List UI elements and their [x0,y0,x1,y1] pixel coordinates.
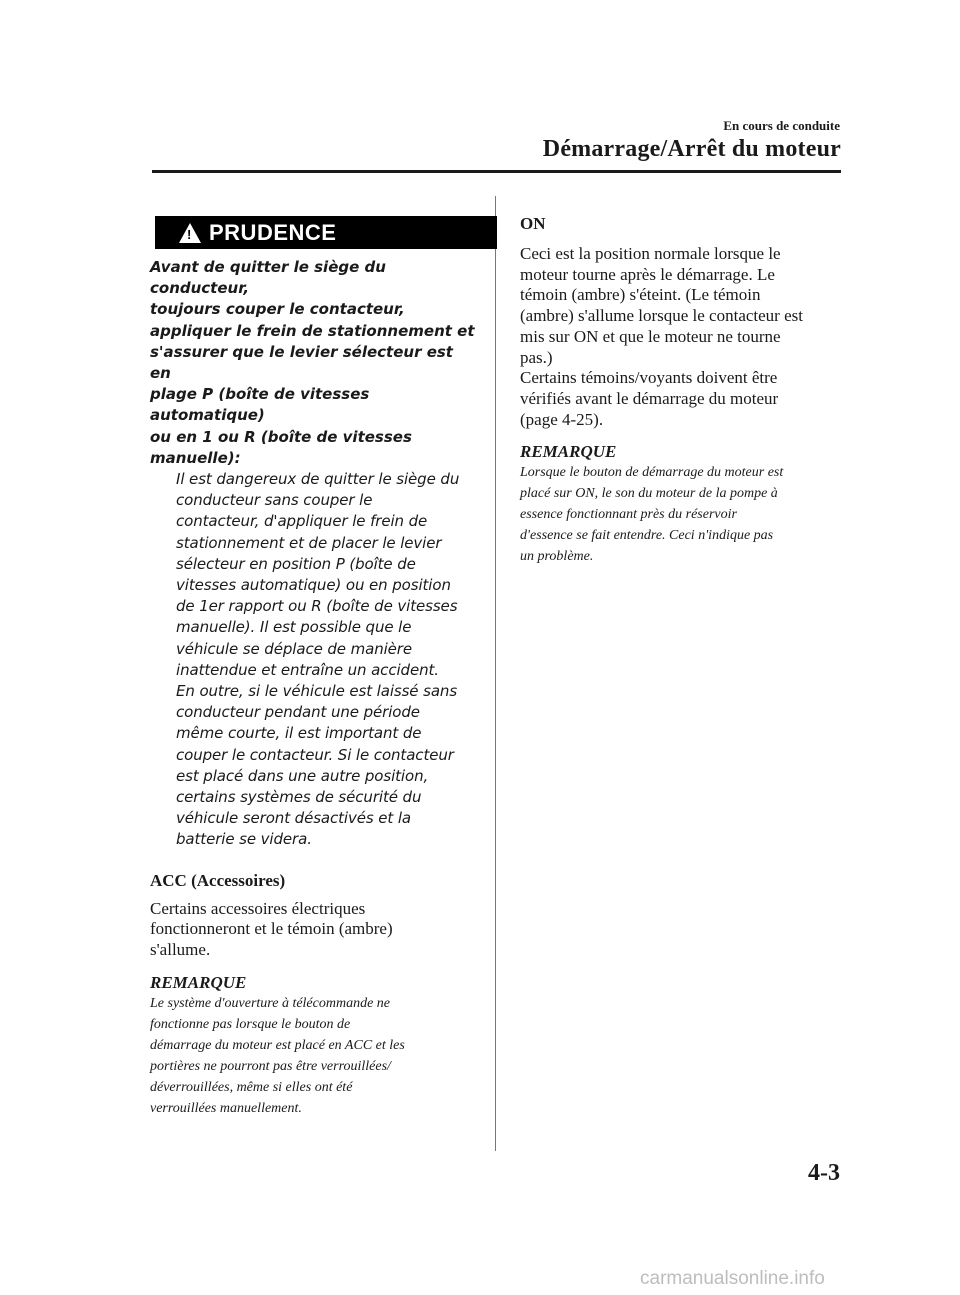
on-line: (page 4-25). [520,409,604,429]
acc-note-body [150,993,475,1119]
caution-banner [155,216,497,249]
warning-exclamation-icon: ! [179,223,201,243]
on-line: Ceci est la position normale lorsque le [520,244,781,263]
acc-note-line: Le système d'ouverture à télécommande ne [150,995,391,1011]
caution-heading-line: plage P (boîte de vitesses automatique) [150,385,370,425]
caution-body-line: manuelle). Il est possible que le [176,618,412,637]
running-header-title: Démarrage/Arrêt du moteur [542,136,841,162]
caution-body-line: En outre, si le véhicule est laissé sans [176,682,458,701]
caution-heading-line: toujours couper le contacteur, [150,300,405,319]
caution-body-line: véhicule seront désactivés et la [176,809,412,828]
acc-note-line: verrouillées manuellement. [150,1100,302,1116]
caution-body-line: stationnement et de placer le levier [176,533,442,552]
caution-heading-line: Avant de quitter le siège du conducteur, [150,258,386,298]
caution-body-line: sélecteur en position P (boîte de [176,554,416,573]
on-line: témoin (ambre) s'éteint. (Le témoin [520,285,761,305]
left-column [150,216,475,1119]
acc-line: Certains accessoires électriques [150,898,366,918]
caution-body-line: vitesses automatique) ou en position [176,576,451,595]
caution-body-line: certains systèmes de sécurité du [176,788,422,807]
acc-paragraph [150,899,475,961]
acc-line: s'allume. [150,940,211,960]
on-line: moteur tourne après le démarrage. Le [520,264,775,284]
header-rule [152,170,841,173]
on-heading: ON [520,214,546,233]
on-paragraph [520,244,845,430]
caution-body-line: même courte, il est important de [176,724,422,743]
caution-heading-line: ou en 1 ou R (boîte de vitesses [150,427,412,446]
caution-heading-line: s'assurer que le levier sélecteur est en [150,342,453,383]
caution-heading-line: appliquer le frein de stationnement et [150,321,475,340]
on-line: Certains témoins/voyants doivent être [520,368,778,388]
caution-body-line: couper le contacteur. Si le contacteur [176,745,454,764]
acc-note-line: portières ne pourront pas être verrouillées/ [150,1058,391,1074]
on-note-line: d'essence se fait entendre. Ceci n'indique pas [520,528,774,544]
running-header-section: En cours de conduite [723,118,840,133]
right-column [520,214,845,567]
caution-body-line: contacteur, d'appliquer le frein de [176,512,428,531]
on-line: (ambre) s'allume lorsque le contacteur est [520,306,803,326]
caution-body-line: conducteur pendant une période [176,703,420,722]
acc-heading: ACC (Accessoires) [150,870,286,890]
on-line: vérifiés avant le démarrage du moteur [520,388,779,408]
caution-body-line: conducteur sans couper le [176,491,373,510]
acc-note-line: fonctionne pas lorsque le bouton de [150,1016,351,1032]
on-line: mis sur ON et que le moteur ne tourne [520,326,781,346]
on-note-line: un problème. [520,549,594,565]
watermark: carmanualsonline.info [640,1268,825,1289]
caution-body-line: de 1er rapport ou R (boîte de vitesses [176,597,458,616]
caution-body-line: est placé dans une autre position, [176,766,429,785]
acc-line: fonctionneront et le témoin (ambre) [150,919,393,939]
caution-body-line: véhicule se déplace de manière [176,639,413,658]
caution-body-line: batterie se videra. [176,830,312,849]
on-note-line: essence fonctionnant près du réservoir [520,507,737,523]
on-line: pas.) [520,347,553,367]
on-note-heading: REMARQUE [520,442,617,462]
acc-note-line: démarrage du moteur est placé en ACC et les [150,1037,405,1053]
page-number: 4-3 [808,1160,840,1186]
acc-note-line: déverrouillées, même si elles ont été [150,1079,353,1095]
caution-heading-line: manuelle): [150,448,241,467]
on-note-body [520,462,845,567]
caution-heading [150,257,475,469]
caution-body [176,469,475,851]
on-note-line: Lorsque le bouton de démarrage du moteur est [520,465,784,481]
on-note-line: placé sur ON, le son du moteur de la pompe à [520,486,778,502]
column-divider [495,196,496,1151]
caution-body-line: Il est dangereux de quitter le siège du [176,470,460,489]
acc-note-heading: REMARQUE [150,972,247,992]
caution-body-line: inattendue et entraîne un accident. [176,660,439,679]
caution-label: PRUDENCE [209,219,337,245]
